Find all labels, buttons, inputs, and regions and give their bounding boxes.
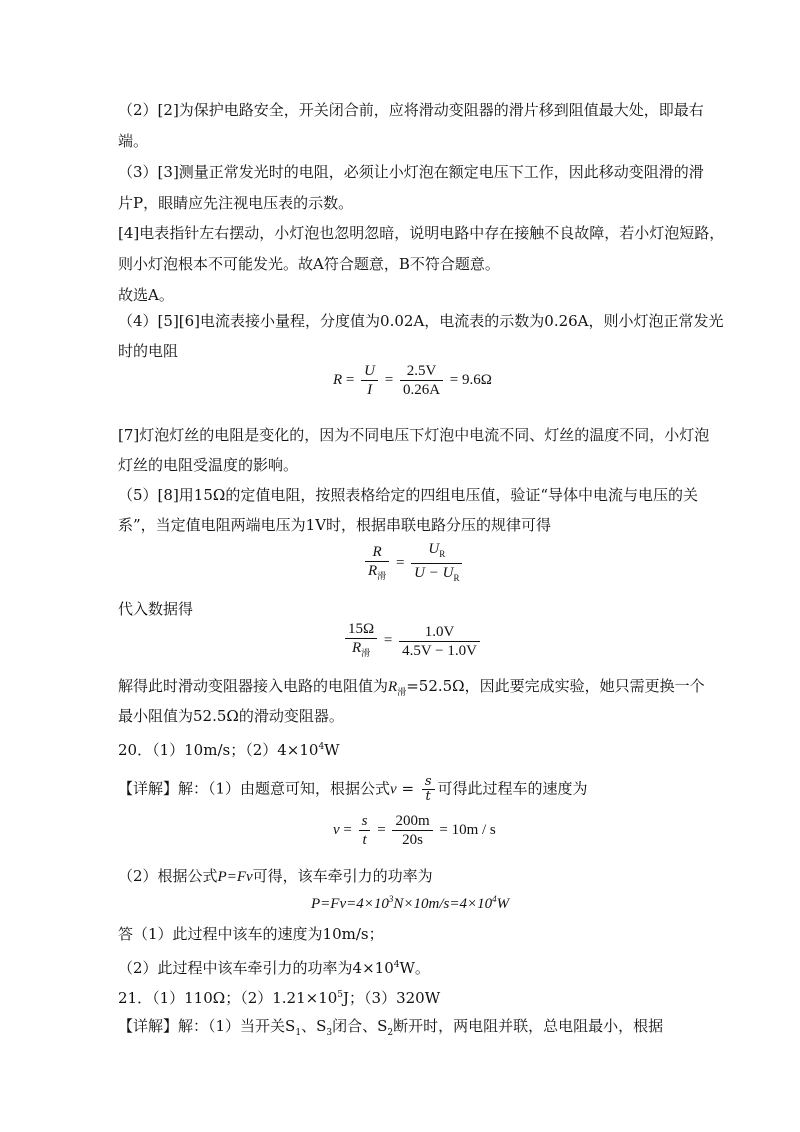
text-line-20: 答（1）此过程中该车的速度为10m/s； bbox=[118, 925, 384, 943]
text-line-8: （4）[5][6]电流表接小量程，分度值为0.02A，电流表的示数为0.26A，则小灯泡正常发光 bbox=[118, 312, 724, 330]
text-line-7: 故选A。 bbox=[118, 286, 174, 304]
text-line-4: 片P，眼睛应先注视电压表的示数。 bbox=[118, 194, 354, 212]
text-line-2: 端。 bbox=[118, 132, 149, 150]
equation-resistance: R = $\frac{U}{I}$ = $\frac{2.5V}{0.26A}$ = 9.6Ω bbox=[333, 363, 492, 398]
text-line-1: （2）[2]为保护电路安全，开关闭合前，应将滑动变阻器的滑片移到阻值最大处，即最右 bbox=[118, 101, 704, 119]
text-line-6: 则小灯泡根本不可能发光。故A符合题意，B不符合题意。 bbox=[118, 255, 500, 273]
text-line-3: （3）[3]测量正常发光时的电阻，必须让小灯泡在额定电压下工作，因此移动变阻滑的滑 bbox=[118, 163, 704, 181]
text-line-14: 代入数据得 bbox=[118, 600, 194, 618]
text-line-21: （2）此过程中该车牵引力的功率为$4\times 10^4W$。 bbox=[118, 959, 430, 977]
detail-21: 【详解】解：（1）当开关$S_1$、$S_3$闭合、$S_2$断开时，两电阻并联，总电阻最小，根据 bbox=[118, 1017, 664, 1038]
text-line-11: 灯丝的电阻受温度的影响。 bbox=[118, 456, 299, 474]
answer-21: 21．（1）110Ω；$(2)1.21\times 10^5J$；（3）320W bbox=[118, 989, 441, 1007]
text-line-15: 解得此时滑动变阻器接入电路的电阻值为$R_滑=52.5\Omega$，因此要完成实验，她只需更换一个 bbox=[118, 677, 705, 698]
text-line-9: 时的电阻 bbox=[118, 342, 179, 360]
text-line-12: （5）[8]用15Ω的定值电阻，按照表格给定的四组电压值，验证“导体中电流与电压的关 bbox=[118, 486, 698, 504]
equation-speed: v = $\frac{s}{t}$ = $\frac{200m}{20s}$ = 10m / s bbox=[333, 813, 496, 848]
text-line-13: 系”，当定值电阻两端电压为1V时，根据串联电路分压的规律可得 bbox=[118, 516, 552, 534]
answer-20: 20．（1）10m/s；$(2)4\times 10^4W$ bbox=[118, 741, 340, 759]
detail-20: 【详解】解：（1）由题意可知，根据公式v = $\frac{s}{t}$ 可得此过程车的速度为 bbox=[118, 774, 588, 804]
equation-substitution: $\frac{15\Omega}{R_滑}$ = $\frac{1.0V}{4.5V - 1.0V}$ bbox=[342, 620, 483, 662]
text-line-10: [7]灯泡灯丝的电阻是变化的，因为不同电压下灯泡中电流不同、灯丝的温度不同，小灯泡 bbox=[118, 426, 710, 444]
equation-divider: $\frac{R}{R_滑}$ = $\frac{U_R}{U - U_R}$ bbox=[362, 540, 465, 587]
text-line-16: 最小阻值为52.5Ω的滑动变阻器。 bbox=[118, 707, 344, 725]
text-line-19: （2）根据公式P=Fv可得，该车牵引力的功率为 bbox=[118, 867, 433, 885]
equation-power: $P=Fv=4\times 10^3N\times 10m/s=4\times 10^4W$ bbox=[311, 894, 510, 912]
text-line-5: [4]电表指针左右摆动，小灯泡也忽明忽暗，说明电路中存在接触不良故障，若小灯泡短路， bbox=[118, 224, 725, 242]
